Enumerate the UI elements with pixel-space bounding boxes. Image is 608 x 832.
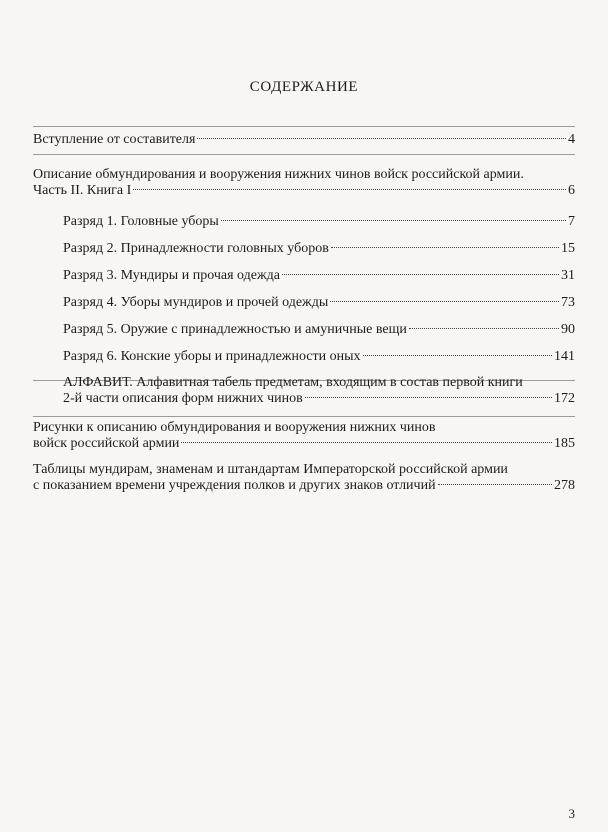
toc-entry-tables[interactable]: Таблицы мундирам, знаменам и штандартам Императорской российской армии с показанием времени учреждения полков и других знаков отличий 278: [33, 462, 575, 493]
table-of-contents: [33, 128, 575, 494]
toc-page-number: 7: [568, 214, 575, 229]
dot-leader: [221, 220, 566, 221]
toc-page-number: 15: [561, 241, 575, 256]
toc-page-number: 73: [561, 295, 575, 310]
toc-page-number: 185: [554, 436, 575, 451]
dot-leader: [363, 355, 552, 356]
toc-entry-section-3[interactable]: Разряд 3. Мундиры и прочая одежда 31: [63, 268, 575, 283]
toc-entry-alphabet[interactable]: АЛФАВИТ. Алфавитная табель предметам, входящим в состав первой книги 2-й части описания форм нижних чинов 172: [63, 375, 575, 406]
toc-entry-section-4[interactable]: Разряд 4. Уборы мундиров и прочей одежды 73: [63, 295, 575, 310]
dot-leader: [438, 484, 552, 485]
toc-entry-section-1[interactable]: Разряд 1. Головные уборы 7: [63, 214, 575, 229]
toc-page-number: 6: [568, 183, 575, 198]
divider: [33, 126, 575, 127]
dot-leader: [331, 247, 559, 248]
dot-leader: [409, 328, 559, 329]
toc-page-number: 141: [554, 349, 575, 364]
toc-entry-section-6[interactable]: Разряд 6. Конские уборы и принадлежности оных 141: [63, 349, 575, 364]
dot-leader: [181, 442, 552, 443]
toc-page-number: 172: [554, 391, 575, 406]
toc-entry-introduction[interactable]: Вступление от составителя 4: [33, 132, 575, 147]
dot-leader: [330, 301, 559, 302]
toc-page-number: 4: [568, 132, 575, 147]
page-title: СОДЕРЖАНИЕ: [249, 79, 359, 95]
toc-entry-section-2[interactable]: Разряд 2. Принадлежности головных уборов 15: [63, 241, 575, 256]
toc-page-number: 90: [561, 322, 575, 337]
toc-entry-description-part-2[interactable]: Описание обмундирования и вооружения нижних чинов войск российской армии. Часть II. Книга I 6: [33, 167, 575, 198]
toc-page-number: 31: [561, 268, 575, 283]
toc-page-number: 278: [554, 478, 575, 493]
toc-entry-drawings[interactable]: Рисунки к описанию обмундирования и вооружения нижних чинов войск российской армии 185: [33, 420, 575, 451]
toc-entry-section-5[interactable]: Разряд 5. Оружие с принадлежностью и амуничные вещи 90: [63, 322, 575, 337]
dot-leader: [133, 189, 566, 190]
page-number: 3: [568, 806, 575, 821]
dot-leader: [305, 397, 552, 398]
dot-leader: [197, 138, 566, 139]
dot-leader: [282, 274, 559, 275]
